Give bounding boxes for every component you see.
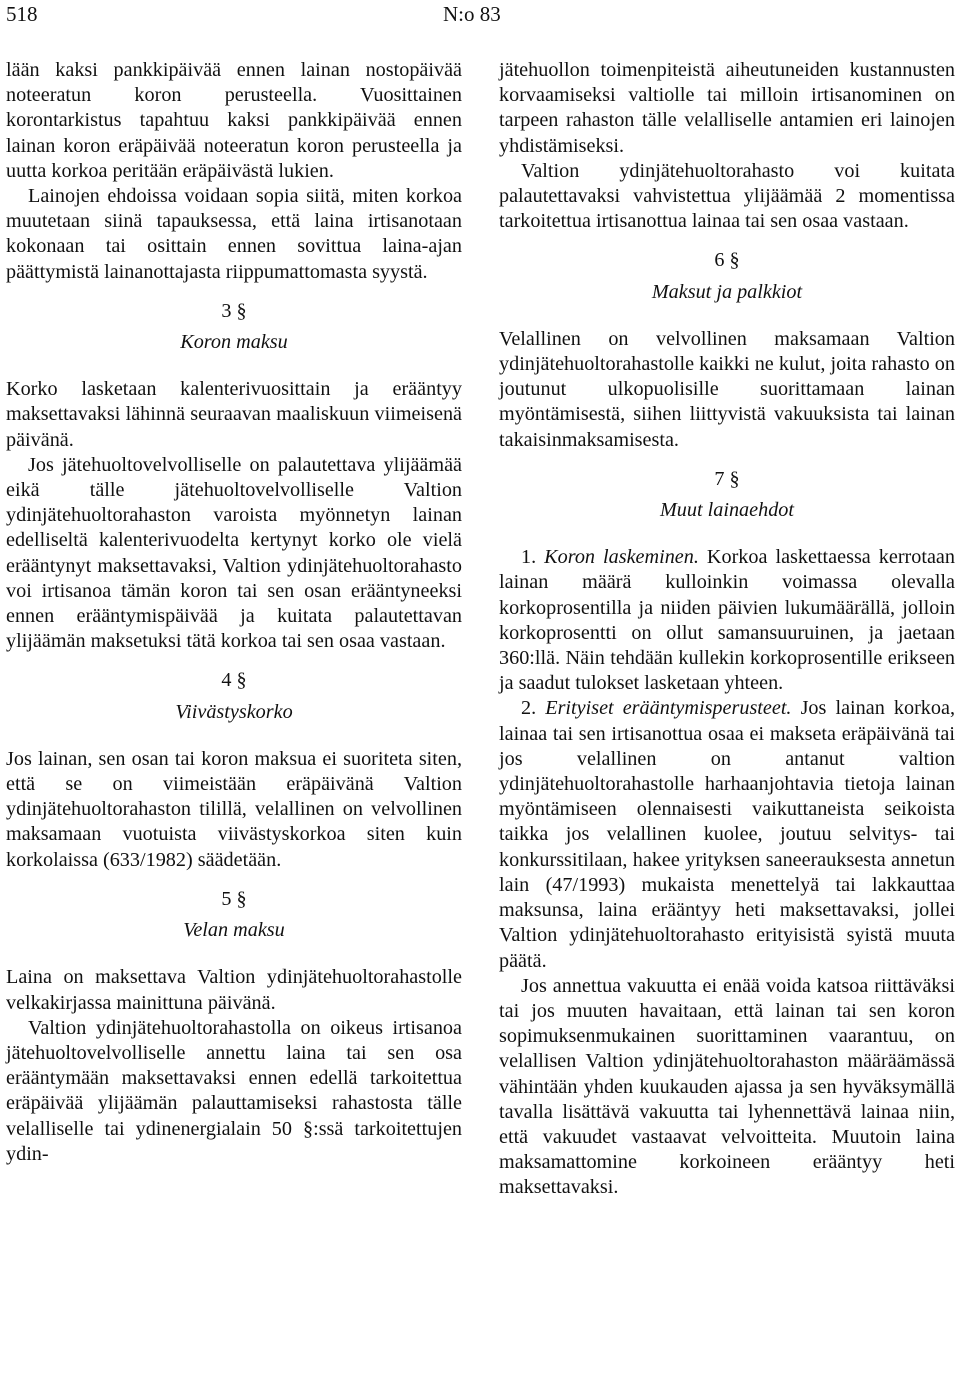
section-number: 5 §	[221, 887, 247, 910]
item-heading: Koron laskeminen.	[544, 546, 699, 569]
section-number: 4 §	[221, 669, 247, 692]
section-title: Koron maksu	[180, 331, 288, 354]
page-header	[0, 0, 960, 30]
paragraph	[499, 696, 955, 973]
section-number: 7 §	[714, 467, 740, 490]
section-number: 3 §	[221, 299, 247, 322]
page-number: 518	[6, 2, 38, 26]
section-title: Velan maksu	[183, 919, 285, 942]
paragraph: Laina on maksettava Valtion ydinjätehuoltorahastolle velkakirjassa mainittuna päivänä.	[6, 966, 462, 1014]
paragraph: Valtion ydinjätehuoltorahastolla on oikeus irtisanoa jätehuoltovelvolliselle annettu laina tai sen osa erääntymään maksettavaksi ennen edellä tarkoitettua eräpäivää ylijäämän palauttamiseksi rahastosta tälle velalliselle tai ydinenergialain 50 §:ssä tarkoitettujen ydin-	[6, 1016, 462, 1165]
paragraph: Jos jätehuoltovelvolliselle on palautettava ylijäämää eikä tälle jätehuoltovelvolliselle Valtion ydinjätehuoltorahaston varoista myönnetyn lainan edelliseltä kalenterivuodelta kertynyt korko ole vielä erääntynyt maksettavaksi, Valtion ydinjätehuoltorahasto voi irtisanoa tämän koron tai sen osan erääntyneeksi ennen erääntymispäivää ja kuitata palautettavan ylijäämän maksetuksi tätä korkoa tai sen osaa vastaan.	[6, 453, 462, 653]
paragraph: Velallinen on velvollinen maksamaan Valtion ydinjätehuoltorahastolle kaikki ne kulut, joita rahasto on joutunut ulkopuolisille suorittamaan lainan myöntämisestä, siihen liittyvistä vakuuksista tai lainan takaisinmaksamisesta.	[499, 327, 955, 451]
item-text: Korkoa laskettaessa kerrotaan lainan määrä kulloinkin voimassa olevalla korkoprosentilla ja niiden päivien lukumäärällä, jolloin korkoprosentti on ollut samansuuruinen, ja jaetaan 360:llä. Näin tehdään kullekin korkoprosentille erikseen ja saadut tulokset lasketaan yhteen.	[499, 546, 955, 695]
paragraph: lään kaksi pankkipäivää ennen lainan nostopäivää noteeratun koron perusteella. Vuosittainen korontarkistus tapahtuu kaksi pankkipäivää ennen lainan koron eräpäivää noteeratun koron perusteella ja uutta korkoa peritään eräpäivästä lukien.	[6, 59, 462, 182]
item-number: 2.	[521, 697, 546, 720]
paragraph: Lainojen ehdoissa voidaan sopia siitä, miten korkoa muutetaan siinä tapauksessa, että laina irtisanotaan kokonaan tai osittain ennen sovittua laina-ajan päättymistä lainanottajasta riippumattomasta syystä.	[6, 185, 462, 283]
item-number: 1.	[521, 546, 545, 569]
item-text: Jos lainan korkoa, lainaa tai sen irtisanottua osaa ei makseta eräpäivänä tai jos velallinen on antanut valtion ydinjätehuoltorahastolle harhaanjohtavia tietoja lainan myöntämiseen olennaisesti vaikuttaneista seikoista taikka jos velallinen kuolee, joutuu selvitys- tai konkurssitilaan, hakee yrityksen saneerauksesta annetun lain (47/1993) mukaista menettelyä tai lakkauttaa maksunsa, laina erääntyy heti maksettavaksi, jollei Valtion ydinjätehuoltorahasto erityisistä syistä muuta päätä.	[499, 697, 955, 972]
paragraph: Valtion ydinjätehuoltorahasto voi kuitata palautettavaksi vahvistettua ylijäämää 2 momentissa tarkoitettua irtisanottua lainaa tai sen osaa vastaan.	[499, 159, 955, 233]
paragraph: Jos annettua vakuutta ei enää voida katsoa riittäväksi tai jos muuten havaitaan, että lainan tai sen koron sopimuksenmukainen suorittaminen vaarantuu, on velallisen Valtion ydinjätehuoltorahaston määräämässä vähintään yhden kuukauden ajassa ja sen hyväksymällä tavalla lisättävä vakuutta tai lyhennettävä lainaa niin, että vakuudet vastaavat velvoitteita. Muutoin laina maksamattomine korkoineen erääntyy heti maksettavaksi.	[499, 974, 955, 1199]
series-number: N:o 83	[443, 2, 501, 26]
section-number: 6 §	[714, 249, 740, 272]
paragraph: Jos lainan, sen osan tai koron maksua ei suoriteta siten, että se on viimeistään eräpäivänä Valtion ydinjätehuoltorahaston tilillä, velallinen on velvollinen maksamaan vuotuista viivästyskorkoa siten kuin korkolaissa (633/1982) säädetään.	[6, 747, 462, 871]
section-title: Viivästyskorko	[175, 700, 293, 723]
section-title: Maksut ja palkkiot	[651, 280, 803, 303]
left-column	[6, 58, 462, 1167]
paragraph	[499, 545, 955, 696]
paragraph: jätehuollon toimenpiteistä aiheutuneiden kustannusten korvaamiseksi valtiolle tai milloin irtisanominen on tarpeen rahaston tälle velalliselle antamien eri lainojen yhdistämiseksi.	[499, 59, 955, 157]
item-heading: Erityiset erääntymisperusteet.	[545, 697, 792, 720]
paragraph: Korko lasketaan kalenterivuosittain ja erääntyy maksettavaksi lähinnä seuraavan maaliskuun viimeisenä päivänä.	[6, 378, 462, 451]
right-column	[499, 58, 955, 1201]
section-title: Muut lainaehdot	[659, 499, 794, 522]
